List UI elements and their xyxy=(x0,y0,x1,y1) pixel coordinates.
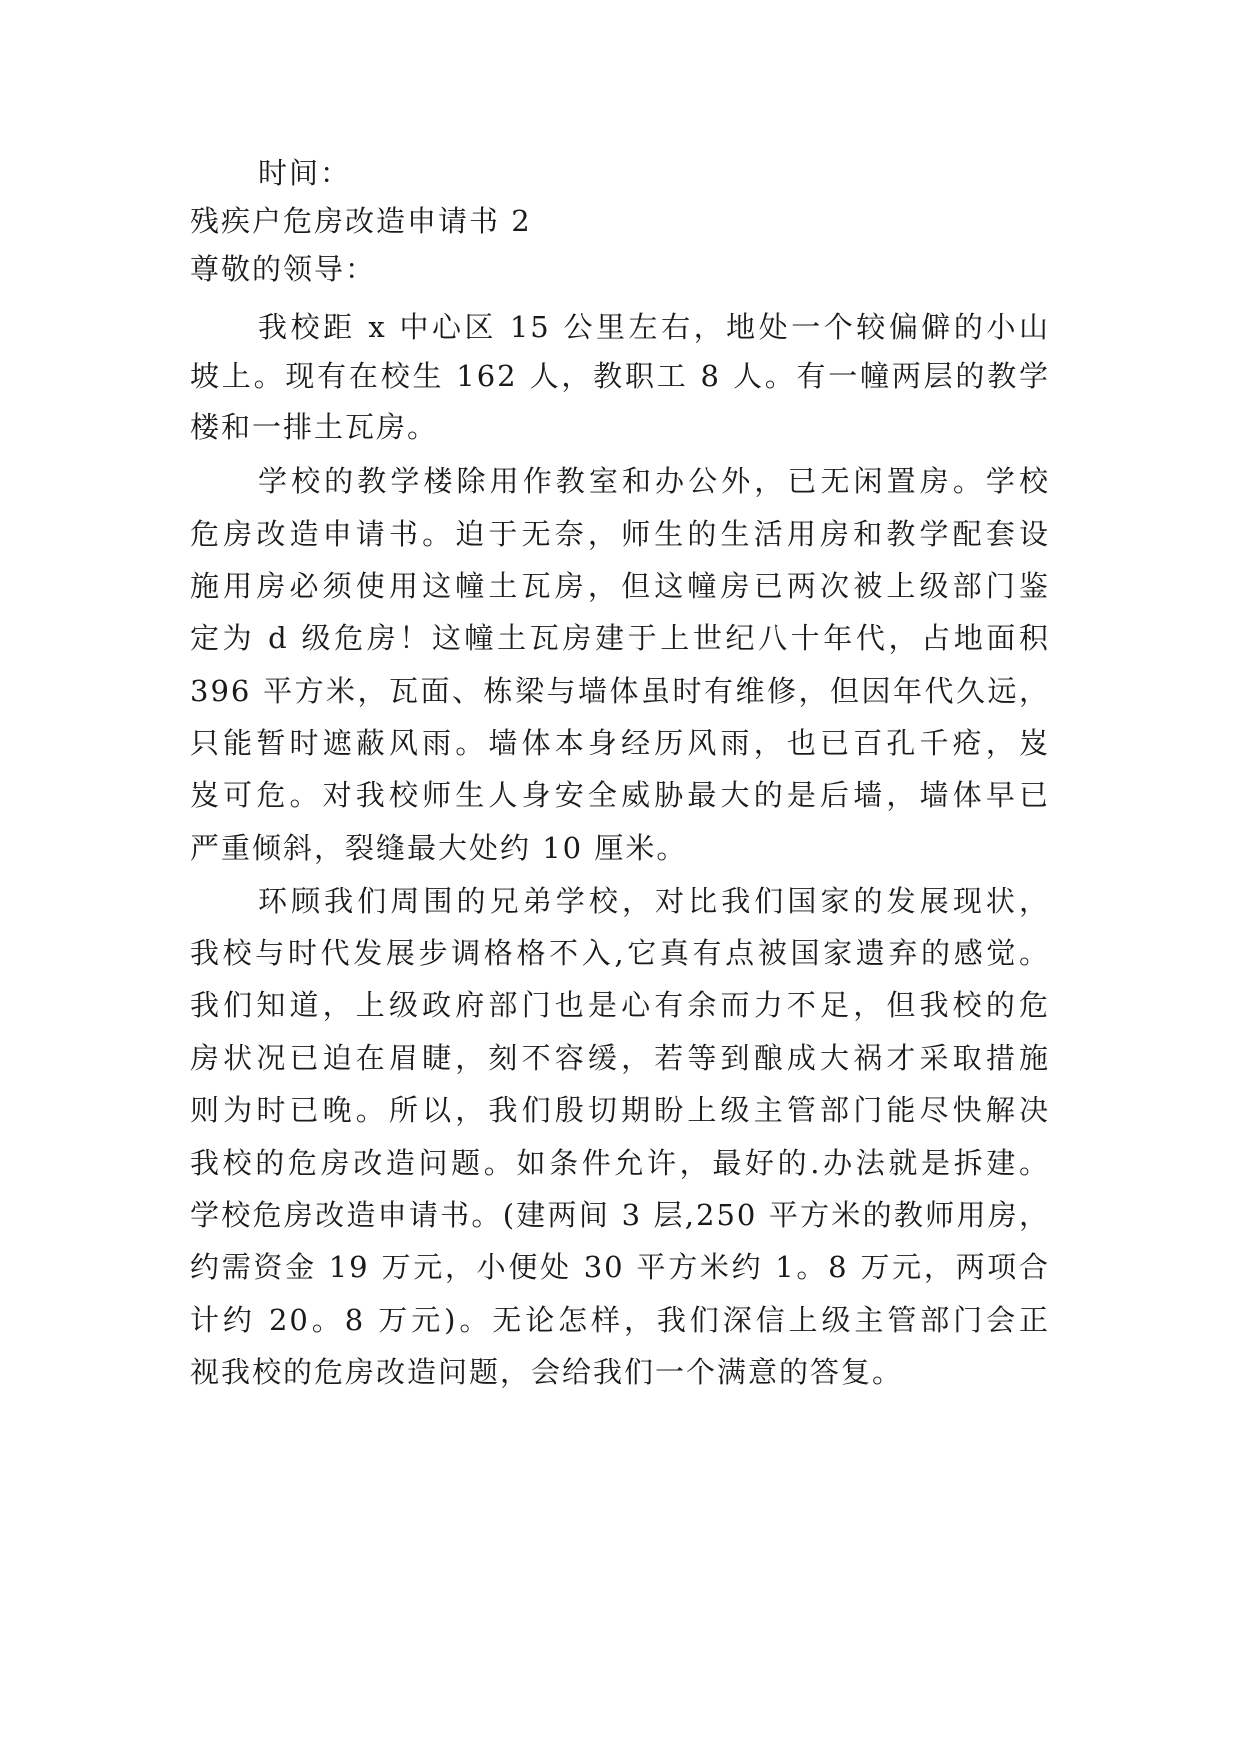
paragraph-3-line-4: 房状况已迫在眉睫，刻不容缓，若等到酿成大祸才采取措施 xyxy=(190,1041,1050,1075)
paragraph-3-line-5: 则为时已晚。所以，我们殷切期盼上级主管部门能尽快解决 xyxy=(190,1093,1050,1127)
paragraph-2-line-1: 学校的教学楼除用作教室和办公外，已无闲置房。学校 xyxy=(258,464,1050,498)
paragraph-3-line-6: 我校的危房改造问题。如条件允许，最好的.办法就是拆建。 xyxy=(190,1146,1050,1180)
time-label: 时间： xyxy=(258,156,352,190)
salutation: 尊敬的领导： xyxy=(190,252,377,286)
paragraph-1-line-3: 楼和一排土瓦房。 xyxy=(190,410,439,444)
paragraph-3-line-7: 学校危房改造申请书。(建两间 3 层,250 平方米的教师用房， xyxy=(190,1198,1050,1232)
paragraph-3-line-10: 视我校的危房改造问题，会给我们一个满意的答复。 xyxy=(190,1355,904,1389)
paragraph-2-line-8: 严重倾斜，裂缝最大处约 10 厘米。 xyxy=(190,831,688,865)
paragraph-3-line-2: 我校与时代发展步调格格不入,它真有点被国家遗弃的感觉。 xyxy=(190,936,1050,970)
paragraph-2-line-3: 施用房必须使用这幢土瓦房，但这幢房已两次被上级部门鉴 xyxy=(190,569,1050,603)
paragraph-2-line-2: 危房改造申请书。迫于无奈，师生的生活用房和教学配套设 xyxy=(190,517,1050,551)
paragraph-2-line-4: 定为 d 级危房！这幢土瓦房建于上世纪八十年代，占地面积 xyxy=(190,621,1050,655)
paragraph-3-line-1: 环顾我们周围的兄弟学校，对比我们国家的发展现状， xyxy=(258,884,1050,918)
paragraph-2-line-6: 只能暂时遮蔽风雨。墙体本身经历风雨，也已百孔千疮，岌 xyxy=(190,726,1050,760)
paragraph-3-line-8: 约需资金 19 万元，小便处 30 平方米约 1。8 万元，两项合 xyxy=(190,1250,1050,1284)
paragraph-3-line-9: 计约 20。8 万元)。无论怎样，我们深信上级主管部门会正 xyxy=(190,1303,1050,1337)
paragraph-1-line-2: 坡上。现有在校生 162 人，教职工 8 人。有一幢两层的教学 xyxy=(190,359,1050,393)
paragraph-3-line-3: 我们知道，上级政府部门也是心有余而力不足，但我校的危 xyxy=(190,988,1050,1022)
paragraph-2-line-5: 396 平方米，瓦面、栋梁与墙体虽时有维修，但因年代久远， xyxy=(190,674,1050,708)
paragraph-2-line-7: 岌可危。对我校师生人身安全威胁最大的是后墙，墙体早已 xyxy=(190,778,1050,812)
paragraph-1-line-1: 我校距 x 中心区 15 公里左右，地处一个较偏僻的小山 xyxy=(258,310,1050,344)
document-title: 残疾户危房改造申请书 2 xyxy=(190,204,532,238)
